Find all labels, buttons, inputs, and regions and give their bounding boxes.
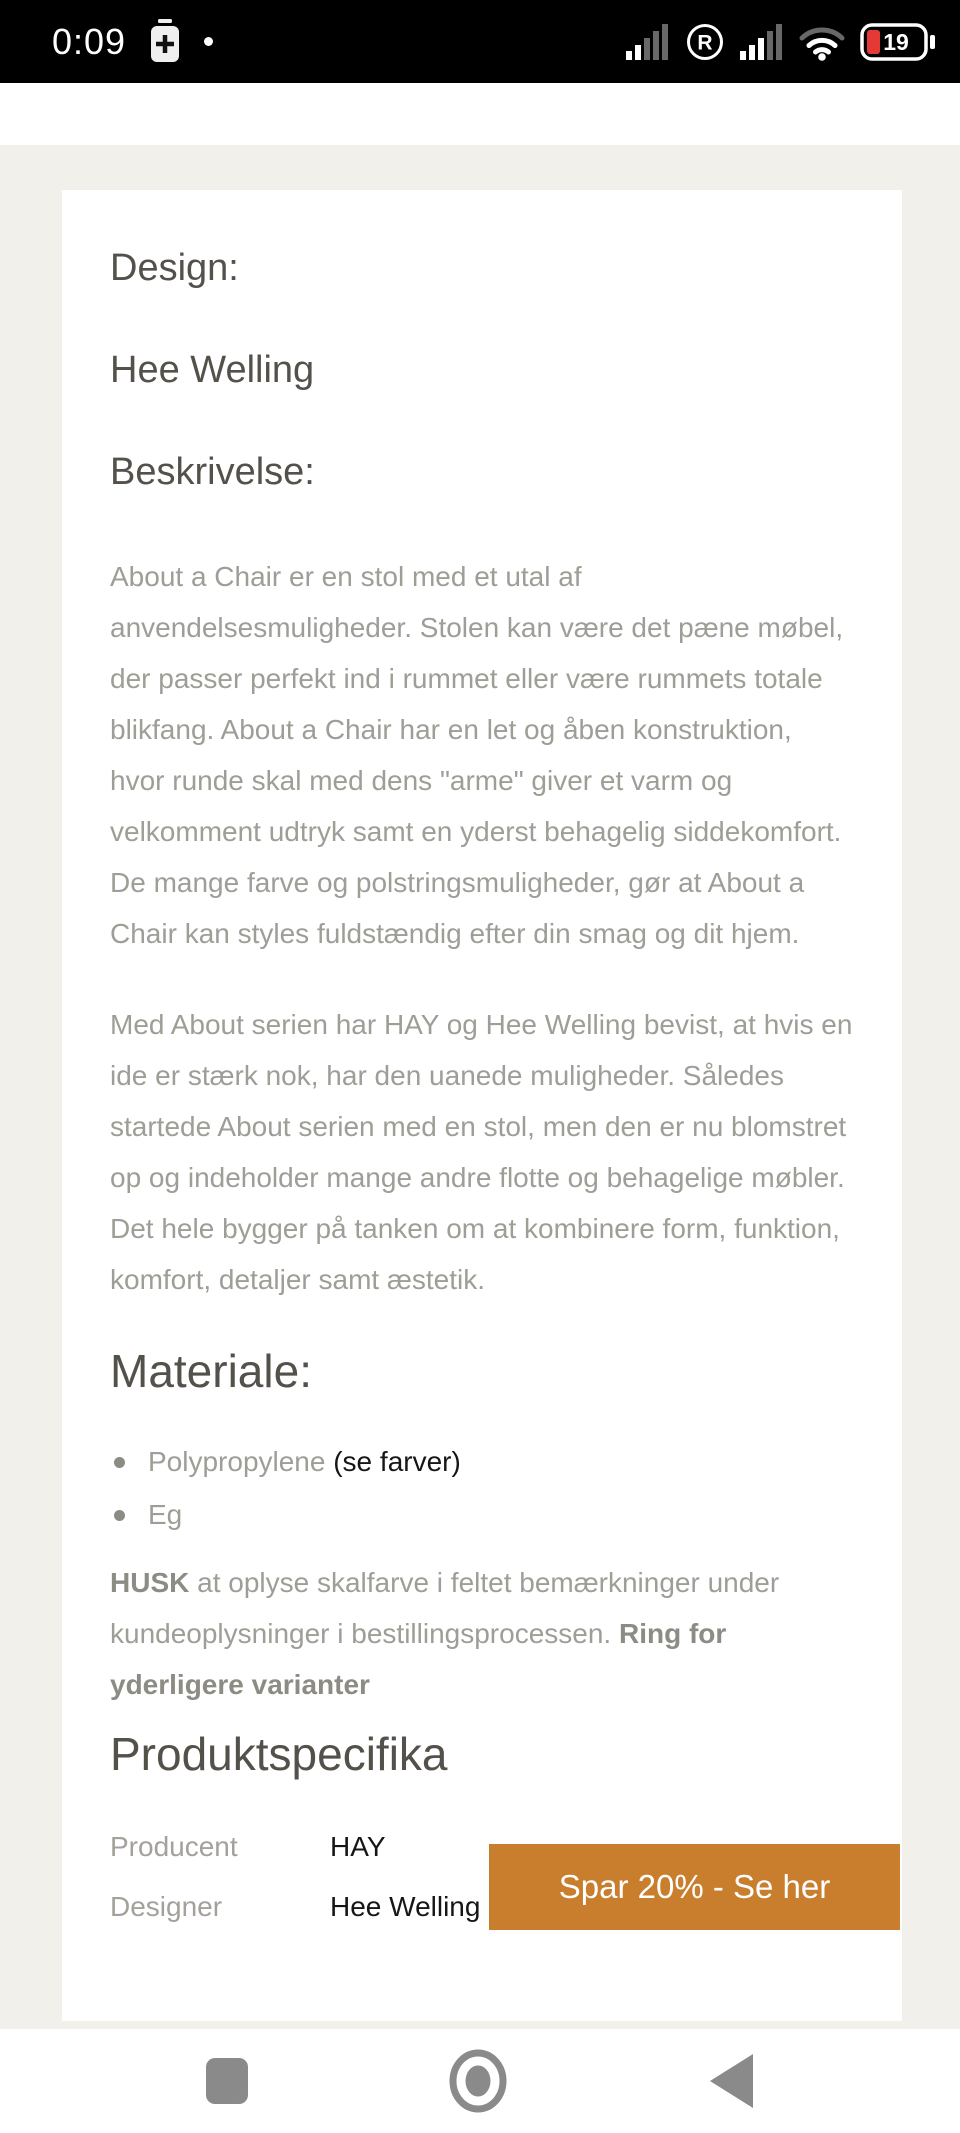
battery-saver-icon xyxy=(148,19,182,65)
se-farver-link[interactable]: (se farver) xyxy=(333,1446,461,1477)
page-background xyxy=(0,145,960,2021)
product-description-card xyxy=(62,190,902,2021)
husk-text: at oplyse skalfarve i feltet bemærkninger under kundeoplysninger i bestillingsprocessen. xyxy=(110,1567,780,1649)
material-heading: Materiale: xyxy=(110,1345,312,1397)
material-item-polypropylene xyxy=(112,1435,854,1488)
cellular-signal-icon xyxy=(740,24,784,60)
promo-banner[interactable]: Spar 20% - Se her xyxy=(489,1844,900,1930)
material-name: Polypropylene xyxy=(148,1446,326,1477)
page-bottom-strip xyxy=(0,2021,960,2029)
material-name: Eg xyxy=(148,1499,183,1530)
design-heading: Design: xyxy=(110,247,239,289)
notification-dot-icon xyxy=(204,37,213,46)
spec-label: Producent xyxy=(110,1831,238,1862)
status-bar-left xyxy=(52,19,213,65)
battery-icon xyxy=(860,21,938,63)
spec-label: Designer xyxy=(110,1891,223,1922)
material-list xyxy=(110,1435,854,1541)
description-paragraph-2: Med About serien har HAY og Hee Welling bevist, at hvis en ide er stærk nok, har den uanede muligheder. Således startede About serien med en stol, men den er nu blomstret op og indeholder mange andre flotte og behagelige møbler. Det hele bygger på tanken om at kombinere form, funktion, komfort, detaljer samt æstetik. xyxy=(110,1009,853,1295)
home-circle-icon[interactable] xyxy=(447,2047,509,2115)
husk-note xyxy=(110,1557,854,1710)
clock: 0:09 xyxy=(52,20,127,62)
ring-bold: Ring for yderligere varianter xyxy=(110,1618,727,1700)
description-heading: Beskrivelse: xyxy=(110,451,315,493)
product-specs-heading: Produktspecifika xyxy=(110,1728,448,1780)
cellular-signal-icon xyxy=(626,24,670,60)
description-paragraph-1: About a Chair er en stol med et utal af anvendelsesmuligheder. Stolen kan være det pæne møbel, der passer perfekt ind i rummet eller være rummets totale blikfang. About a Chair har en let og åben konstruktion, hvor runde skal med dens "arme" giver et varm og velkomment udtryk samt en yderst behagelig siddekomfort. De mange farve og polstringsmuligheder, gør at About a Chair kan styles fuldstændig efter din smag og dit hjem. xyxy=(110,561,844,949)
spec-value: HAY xyxy=(330,1831,386,1862)
spec-value: Hee Welling xyxy=(330,1891,481,1922)
back-triangle-icon[interactable] xyxy=(707,2052,755,2110)
svg-text:R: R xyxy=(697,31,713,54)
status-bar xyxy=(0,0,960,83)
material-item-eg xyxy=(112,1488,854,1541)
wifi-icon xyxy=(798,23,846,61)
husk-bold: HUSK xyxy=(110,1567,190,1598)
android-nav-bar xyxy=(0,2029,960,2133)
status-bar-right xyxy=(626,21,938,63)
svg-text:19: 19 xyxy=(883,28,909,55)
recents-square-icon[interactable] xyxy=(205,2057,249,2105)
browser-chrome-band xyxy=(0,83,960,145)
designer-name-heading: Hee Welling xyxy=(110,349,315,391)
roaming-icon xyxy=(684,21,726,63)
